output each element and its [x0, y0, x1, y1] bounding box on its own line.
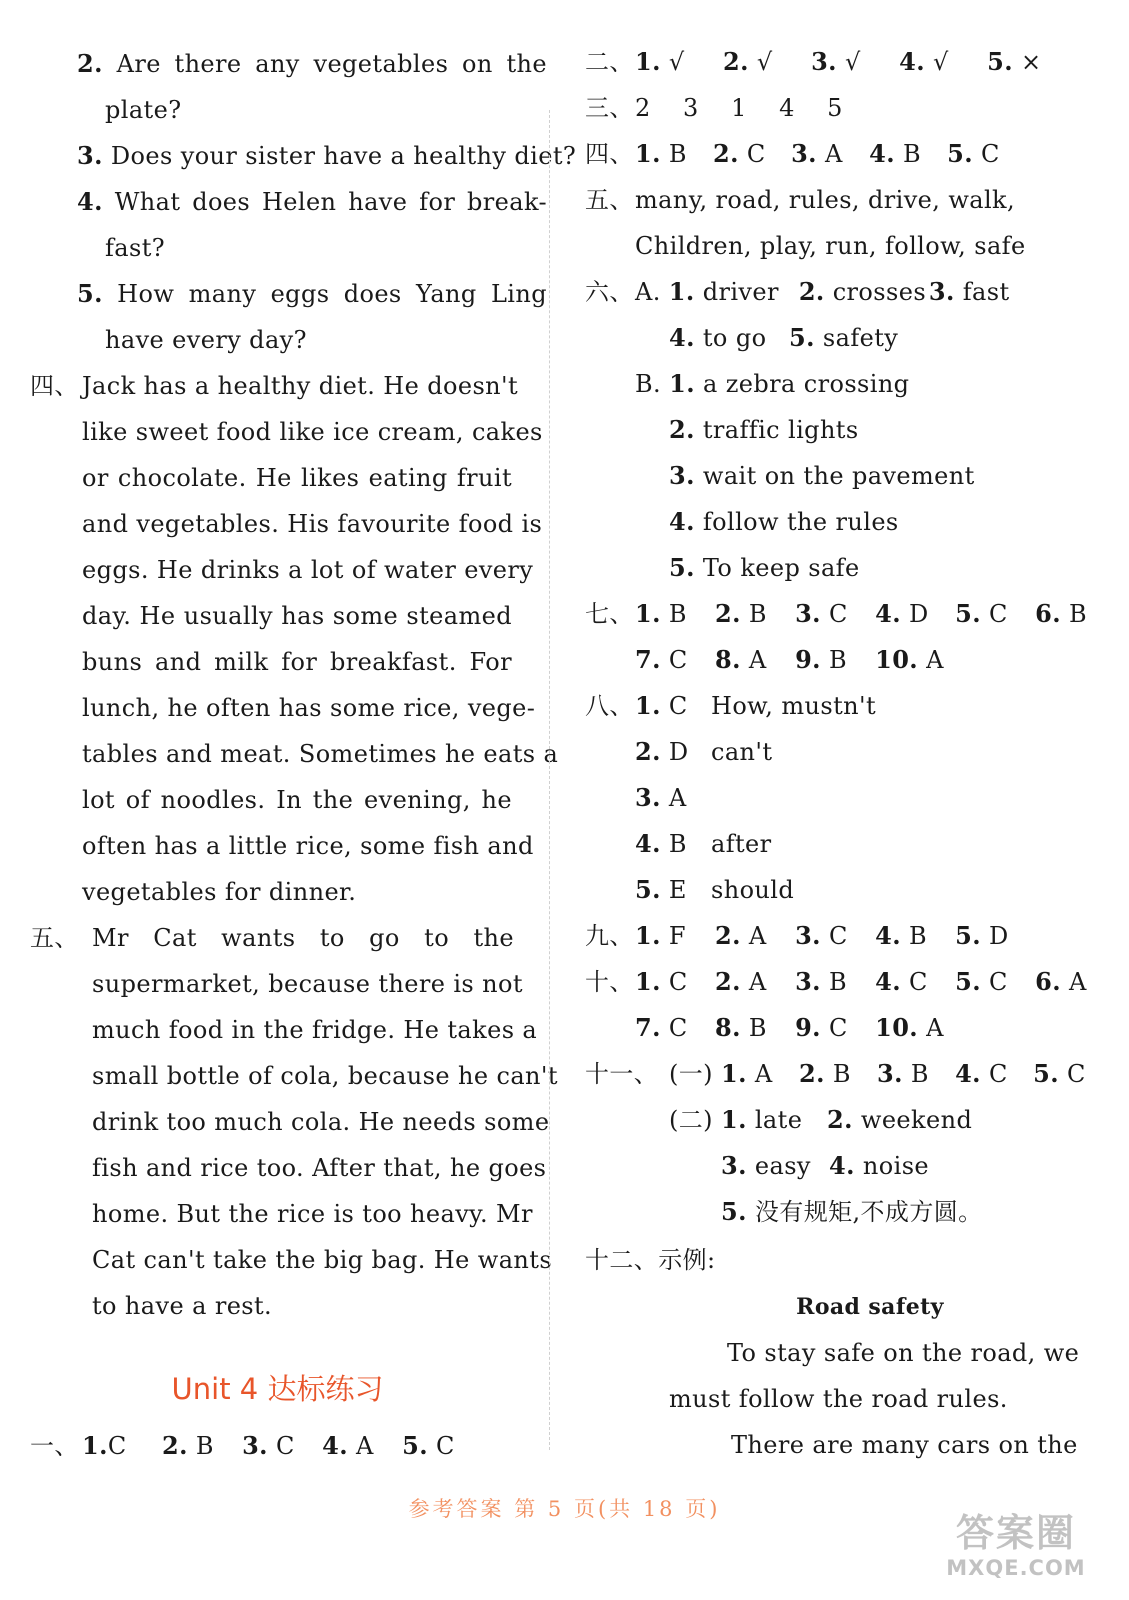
section-label: 七、 [585, 600, 634, 628]
section-label: 一、 [30, 1432, 79, 1460]
answer-row: 3. easy 4. noise [721, 1151, 930, 1180]
section-label: 二、 [585, 48, 634, 76]
answer-row: 1. C 2. A 3. B 4. C 5. C 6. A [635, 967, 1087, 996]
q3-line: have every day? [105, 326, 307, 354]
section-label: 八、 [585, 692, 634, 720]
paragraph-line: often has a little rice, some fish and [82, 832, 534, 860]
watermark-logo [921, 1510, 1111, 1590]
answer-row: 4. follow the rules [669, 507, 899, 536]
paragraph-line: Jack has a healthy diet. He doesn't [82, 372, 519, 400]
answer-row: 1.C 2. B 3. C 4. A 5. C [82, 1431, 455, 1460]
answer-row: 5. 没有规矩,不成方圆。 [721, 1197, 983, 1226]
section-label: 十二、示例: [585, 1246, 716, 1274]
section-label: 十、 [585, 968, 634, 996]
q3-line: 4. What does Helen have for break- [77, 187, 547, 216]
watermark-logo-text: 答案圈 [955, 1511, 1076, 1555]
answer-row: 4. B after [635, 829, 772, 858]
answer-row: 1. B 2. C 3. A 4. B 5. C [635, 139, 1000, 168]
paragraph-line: Cat can't take the big bag. He wants [92, 1246, 553, 1274]
section-label: 五、 [585, 186, 634, 214]
paragraph-line: lunch, he often has some rice, vege- [82, 694, 536, 722]
answer-row: 1. C How, mustn't [635, 691, 877, 720]
q3-line: fast? [105, 234, 166, 262]
answer-row: (一) 1. A 2. B 3. B 4. C 5. C [669, 1059, 1086, 1088]
answer-row: 5. E should [635, 875, 795, 904]
answer-row: 7. C 8. A 9. B 10. A [635, 645, 944, 674]
answer-row: 3. A [635, 783, 687, 812]
paragraph-line: home. But the rice is too heavy. Mr [92, 1200, 533, 1228]
word-list: many, road, rules, drive, walk, [635, 186, 1016, 214]
answer-row: 7. C 8. B 9. C 10. A [635, 1013, 944, 1042]
paragraph-line: drink too much cola. He needs some [92, 1108, 550, 1136]
paragraph-line: eggs. He drinks a lot of water every [82, 556, 534, 584]
answer-row: 3. wait on the pavement [669, 461, 975, 490]
section-label: 四、 [585, 140, 634, 168]
answer-row: 1. √ 2. √ 3. √ 4. √ 5. × [635, 47, 1042, 76]
section-label: 九、 [585, 922, 634, 950]
paragraph-line: Mr Cat wants to go to the [92, 924, 514, 952]
essay-line: There are many cars on the [731, 1431, 1078, 1459]
paragraph-line: or chocolate. He likes eating fruit [82, 464, 512, 492]
paragraph-line: and vegetables. His favourite food is [82, 510, 543, 538]
q3-line: plate? [105, 96, 182, 124]
q3-line: 3. Does your sister have a healthy diet? [77, 141, 577, 170]
paragraph-line: to have a rest. [92, 1292, 273, 1320]
paragraph-line: supermarket, because there is not [92, 970, 523, 998]
essay-line: must follow the road rules. [669, 1385, 1008, 1413]
section-label: 十一、 [585, 1060, 659, 1088]
paragraph-line: tables and meat. Sometimes he eats a [82, 740, 559, 768]
watermark-url: MXQE.COM [946, 1556, 1086, 1580]
answer-row: 2 3 1 4 5 [635, 94, 843, 122]
paragraph-line: day. He usually has some steamed [82, 602, 512, 630]
answer-row: 4. to go 5. safety [669, 323, 899, 352]
answer-row: 2. traffic lights [669, 415, 859, 444]
answer-row: 1. F 2. A 3. C 4. B 5. D [635, 921, 1009, 950]
answer-row: A. 1. driver 2. crosses 3. fast [635, 277, 1010, 306]
column-divider [549, 110, 550, 1450]
section-label: 五、 [30, 924, 79, 952]
answer-row: 5. To keep safe [669, 553, 860, 582]
paragraph-line: fish and rice too. After that, he goes [92, 1154, 547, 1182]
q3-line: 5. How many eggs does Yang Ling [77, 279, 547, 308]
paragraph-line: vegetables for dinner. [82, 878, 357, 906]
paragraph-line: like sweet food like ice cream, cakes [82, 418, 543, 446]
q3-line: 2. Are there any vegetables on the [77, 49, 547, 78]
page-footer: 参考答案 第 5 页(共 18 页) [408, 1497, 721, 1521]
section-label: 六、 [585, 278, 634, 306]
word-list: Children, play, run, follow, safe [635, 232, 1026, 260]
unit-title: Unit 4 达标练习 [171, 1372, 384, 1406]
paragraph-line: buns and milk for breakfast. For [82, 648, 512, 676]
essay-line: To stay safe on the road, we [727, 1339, 1080, 1367]
section-label: 三、 [585, 94, 634, 122]
section-label: 四、 [30, 372, 79, 400]
answer-row: (二) 1. late 2. weekend [669, 1105, 973, 1134]
answer-row: 1. B 2. B 3. C 4. D 5. C 6. B [635, 599, 1088, 628]
answer-row: B. 1. a zebra crossing [635, 369, 910, 398]
paragraph-line: small bottle of cola, because he can't [92, 1062, 558, 1090]
paragraph-line: lot of noodles. In the evening, he [82, 786, 512, 814]
essay-title: Road safety [796, 1294, 944, 1320]
paragraph-line: much food in the fridge. He takes a [92, 1016, 538, 1044]
answer-row: 2. D can't [635, 737, 773, 766]
